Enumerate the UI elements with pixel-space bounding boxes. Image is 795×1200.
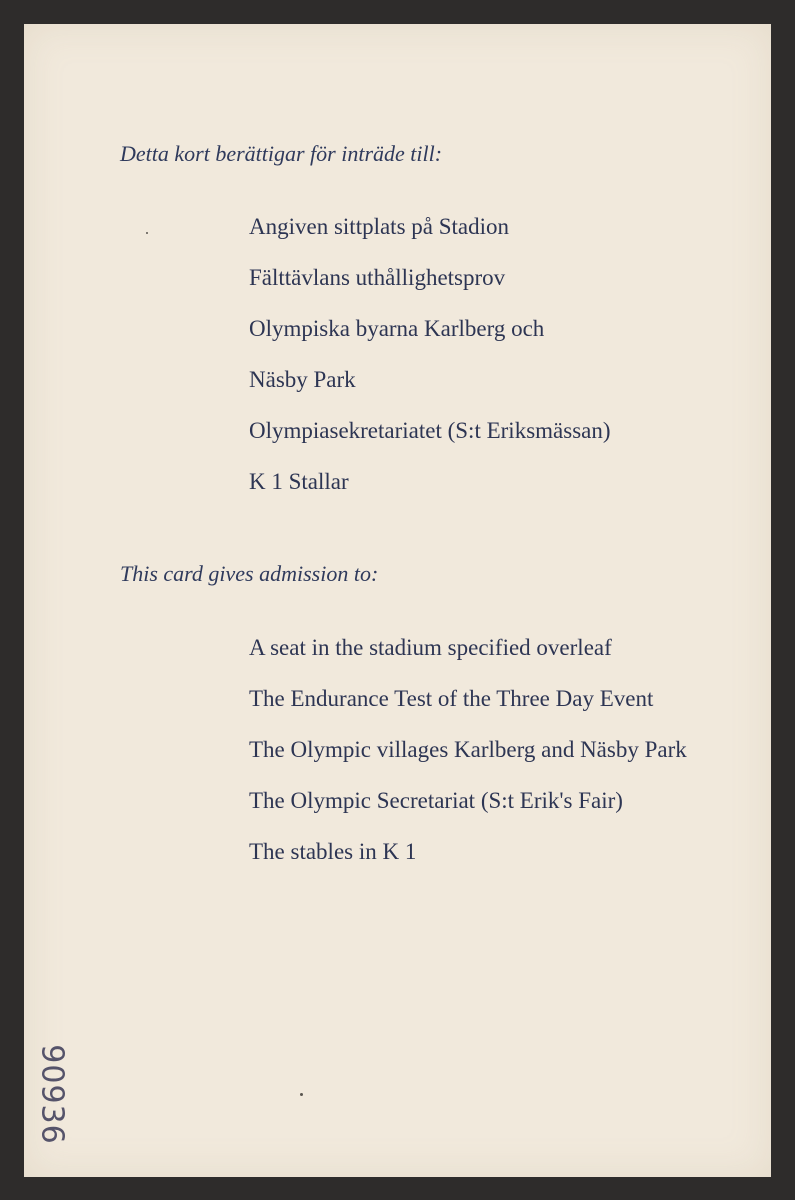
list-item: A seat in the stadium specified overleaf [249, 635, 612, 660]
list-item: The Olympic Secretariat (S:t Erik's Fair) [249, 788, 623, 813]
list-item: Angiven sittplats på Stadion [249, 214, 510, 239]
list-item: Fälttävlans uthållighetsprov [249, 265, 506, 290]
list-item: Olympiska byarna Karlberg och [249, 316, 545, 341]
paper-speck [146, 232, 148, 234]
paper-speck [300, 1093, 303, 1096]
english-heading: This card gives admission to: [120, 561, 379, 586]
list-item: The Olympic villages Karlberg and Näsby Park [249, 737, 687, 762]
list-item: The stables in K 1 [249, 839, 417, 864]
swedish-admission-list [249, 209, 719, 515]
handwritten-catalog-number [24, 1042, 80, 1146]
english-admission-list [249, 630, 719, 885]
list-item: The Endurance Test of the Three Day Event [249, 686, 654, 711]
admission-card [24, 24, 771, 1177]
catalog-number-text: 90936 [34, 1043, 70, 1145]
list-item: Näsby Park [249, 367, 356, 392]
swedish-heading: Detta kort berättigar för inträde till: [120, 141, 443, 166]
list-item: Olympiasekretariatet (S:t Eriksmässan) [249, 418, 611, 443]
list-item: K 1 Stallar [249, 469, 349, 494]
